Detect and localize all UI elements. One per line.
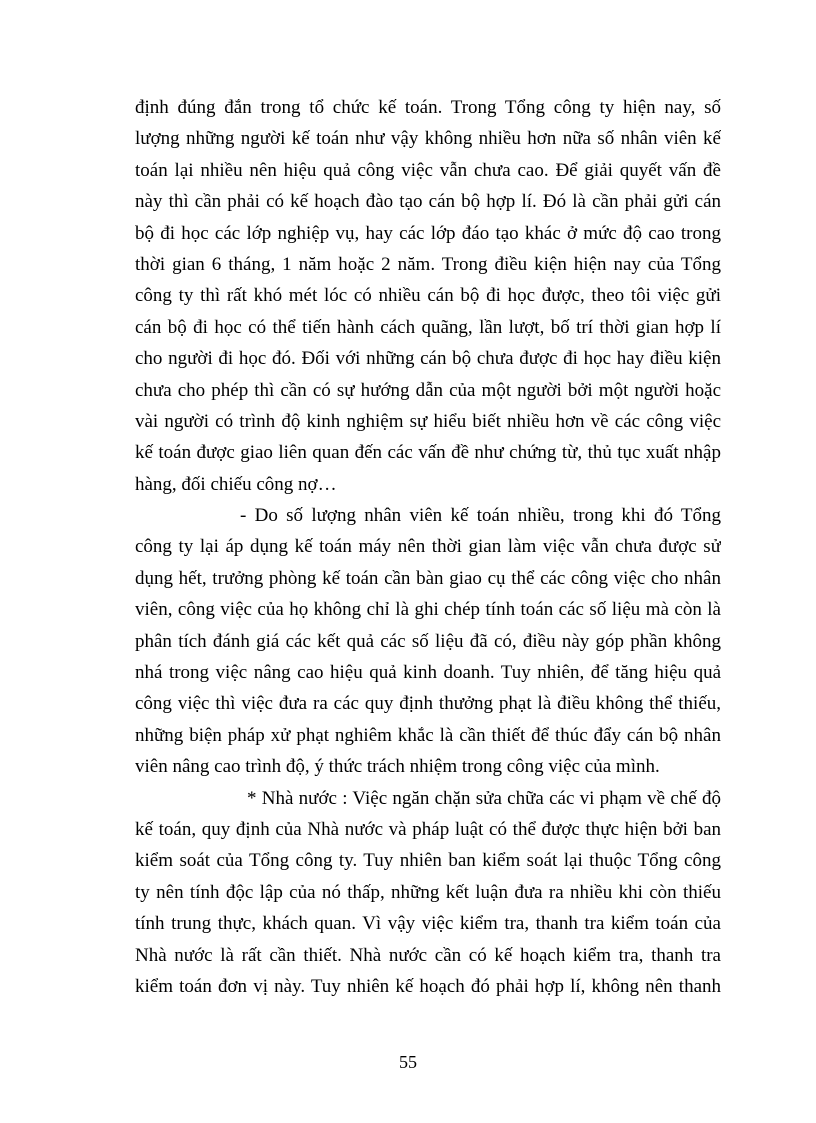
text-line: vài người có trình độ kinh nghiệm sự hiểu biết nhiều hơn về các công việc <box>135 410 721 432</box>
text-line: toán lại nhiều nên hiệu quả công việc vẫn chưa cao. Để giải quyết vấn đề <box>135 159 721 181</box>
text-line: kiểm toán đơn vị này. Tuy nhiên kế hoạch đó phải hợp lí, không nên thanh <box>135 975 721 997</box>
text-line: nhá trong việc nâng cao hiệu quả kinh doanh. Tuy nhiên, để tăng hiệu quả <box>135 662 721 684</box>
text-line: viên, công việc của họ không chỉ là ghi chép tính toán các số liệu mà còn là <box>135 599 721 621</box>
text-line: ty nên tính độc lập của nó thấp, những kết luận đưa ra nhiều khi còn thiếu <box>135 881 721 903</box>
paragraph-start-line: - Do số lượng nhân viên kế toán nhiều, trong khi đó Tổng <box>240 505 721 527</box>
text-line: công ty lại áp dụng kế toán máy nên thời gian làm việc vẫn chưa được sử <box>135 536 721 558</box>
text-line: kế toán được giao liên quan đến các vấn đề như chứng từ, thủ tục xuất nhập <box>135 442 721 464</box>
text-line: Nhà nước là rất cần thiết. Nhà nước cần có kế hoạch kiểm tra, thanh tra <box>135 944 721 966</box>
body-text <box>135 92 721 1002</box>
text-line: chưa cho phép thì cần có sự hướng dẫn của một người bởi một người hoặc <box>135 379 721 401</box>
text-line: dụng hết, trưởng phòng kế toán cần bàn giao cụ thể các công việc cho nhân <box>135 567 721 589</box>
text-line: định đúng đắn trong tổ chức kế toán. Trong Tổng công ty hiện nay, số <box>135 97 721 118</box>
text-line: thời gian 6 tháng, 1 năm hoặc 2 năm. Trong điều kiện hiện nay của Tổng <box>135 253 721 275</box>
text-line: hàng, đối chiếu công nợ… <box>135 473 337 495</box>
text-line: lượng những người kế toán như vậy không nhiều hơn nữa số nhân viên kế <box>135 128 721 150</box>
text-line: công việc thì việc đưa ra các quy định thưởng phạt là điều không thể thiếu, <box>135 693 721 715</box>
text-line: kiểm soát của Tổng công ty. Tuy nhiên ban kiểm soát lại thuộc Tổng công <box>135 850 721 872</box>
text-line: bộ đi học các lớp nghiệp vụ, hay các lớp đáo tạo khác ở mức độ cao trong <box>135 222 721 244</box>
text-line: tính trung thực, khách quan. Vì vậy việc kiểm tra, thanh tra kiểm toán của <box>135 913 721 935</box>
paragraph-start-line: * Nhà nước : Việc ngăn chặn sửa chữa các vi phạm về chế độ <box>247 787 721 809</box>
page-number: 55 <box>399 1052 417 1072</box>
text-line: công ty thì rất khó mét lóc có nhiều cán bộ đi học được, theo tôi việc gửi <box>135 285 721 307</box>
text-line: cho người đi học đó. Đối với những cán bộ chưa được đi học hay điều kiện <box>135 348 721 370</box>
text-line: phân tích đánh giá các kết quả các số liệu đã có, điều này góp phần không <box>135 630 721 652</box>
text-line: kế toán, quy định của Nhà nước và pháp luật có thể được thực hiện bởi ban <box>135 818 721 840</box>
text-line: cán bộ đi học có thể tiến hành cách quãng, lần lượt, bố trí thời gian hợp lí <box>135 316 721 338</box>
text-line: này thì cần phải có kế hoạch đào tạo cán bộ hợp lí. Đó là cần phải gửi cán <box>135 191 721 213</box>
text-line: những biện pháp xử phạt nghiêm khắc là cần thiết để thúc đẩy cán bộ nhân <box>135 724 721 746</box>
text-line: viên nâng cao trình độ, ý thức trách nhiệm trong công việc của mình. <box>135 756 660 778</box>
